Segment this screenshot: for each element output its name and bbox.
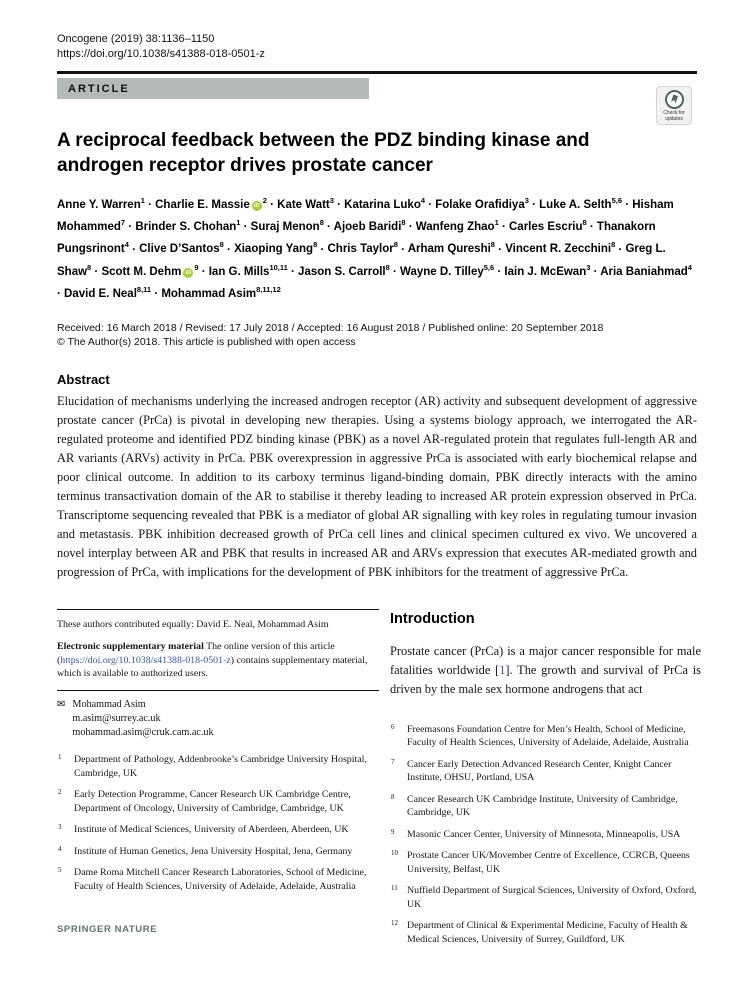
copyright-line: © The Author(s) 2018. This article is published with open access [57,335,356,348]
affiliations-left [57,753,379,893]
author: Ian G. Mills$^{10,11}$ [208,262,288,278]
doi-line[interactable]: https://doi.org/10.1038/s41388-018-0501-z [57,48,265,60]
author: Folake Orafidiya$^3$ [435,196,529,211]
abstract-heading: Abstract [57,371,110,387]
author-separator: · [198,265,209,278]
correspondence-email: mohammad.asim@cruk.cam.ac.uk [72,727,214,739]
affiliations-right [390,723,701,947]
correspondence-block [57,698,379,740]
author-separator: · [425,198,436,211]
affiliation-number: 12 [391,919,398,928]
corresponding-author-name: Mohammad Asim [72,699,146,711]
author-separator: · [323,221,334,234]
affiliation-text: Prostate Cancer UK/Movember Centre of Excellence, CCRCB, Queens University, Belfast, UK [407,850,690,875]
history-dates: Received: 16 March 2018 / Revised: 17 July 2018 / Accepted: 16 August 2018 / Published online: 20 September 2018 [57,321,604,334]
affiliation-text: Nuffield Department of Surgical Sciences, University of Oxford, Oxford, UK [407,885,697,910]
author: Carles Escriu$^8$ [509,218,587,234]
affiliation-number: 8 [391,792,395,801]
author: Hisham Mohammed$^7$ [57,198,674,234]
author: Luke A. Selth$^{5,6}$ [539,196,622,211]
introduction-heading: Introduction [390,610,475,627]
article-type-bar [57,78,369,99]
author-separator: · [622,198,633,211]
author: Arham Qureshi$^8$ [407,240,495,256]
publisher-logo: SPRINGER NATURE [57,924,158,935]
author: Ajoeb Baridi$^8$ [333,218,406,234]
author-separator: · [57,288,65,301]
affiliation-item [57,866,379,893]
abstract-text: Elucidation of mechanisms underlying the increased androgen receptor (AR) activity and subsequent development of aggressive prostate cancer (PrCa) is pivotal in developing new therapies. Using a systems biology approach, we interrogated the AR-regulated proteome and identified PDZ binding kinase (PBK) as a novel AR-regulated protein that regulates full-length AR and AR variants (ARVs) activity in PrCa. PBK overexpression in aggressive PrCa is associated with early biochemical relapse and poor clinical outcome. In addition to its carboxy terminus ligand-binding domain, PBK directly interacts with the amino terminus transactivation domain of the AR to stabilise it thereby leading to increased AR protein expression observed in PrCa. Transcriptome sequencing revealed that PBK is a mediator of global AR signalling with key roles in regulating tumour invasion and metastasis. PBK inhibition decreased growth of PrCa cell lines and clinical specimen cultured ex vivo. We uncovered a novel interplay between AR and PBK that results in increased AR and ARVs expression that executes AR-mediated growth and progression of PrCa, with implications for the development of PBK inhibitors for the treatment of aggressive PrCa. [57,393,697,579]
author: Anne Y. Warren$^1$ [57,196,145,211]
author-list [57,192,697,304]
introduction-paragraph [390,642,701,699]
affiliation-number: 2 [58,788,62,797]
equal-contribution-note: These authors contributed equally: David E. Neal, Mohammad Asim [57,619,329,631]
intro-text-pre: Prostate cancer (PrCa) is a major cancer responsible for male fatalities worldwide [ [390,643,701,677]
author-separator: · [266,198,278,211]
header-rule [57,71,697,74]
author: Wanfeng Zhao$^1$ [415,218,499,234]
esm-text-pre: The online version of this article ( [57,641,335,666]
author: Charlie E. Massie $iD^2$ [155,196,267,211]
author-separator: · [128,243,140,256]
crossmark-icon [665,90,684,109]
affiliation-text: Freemasons Foundation Centre for Men’s Health, School of Medicine, Faculty of Health Sciences, University of Adelaide, Adelaide, Australia [407,723,689,749]
affiliation-item [390,793,701,820]
author-separator: · [125,221,136,234]
author-separator: · [528,198,540,211]
author-separator: · [389,265,401,278]
author: Xiaoping Yang$^8$ [234,240,318,256]
orcid-icon[interactable]: iD [252,201,262,211]
affiliation-number: 7 [391,757,395,766]
affiliation-number: 5 [58,866,62,875]
esm-text-post: ) contains supplementary material, which is available to authorized users. [57,654,368,680]
affiliation-item [390,723,701,750]
check-for-updates-label: Check for updates [663,109,685,122]
author: Chris Taylor$^8$ [327,240,398,256]
affiliation-item [57,753,379,780]
author: Kate Watt$^3$ [277,196,334,211]
affiliation-item [57,823,379,837]
affiliation-item [390,849,701,876]
affiliation-text: Early Detection Programme, Cancer Research UK Cambridge Centre, Department of Oncology, University of Cambridge, Cambridge, UK [74,789,351,814]
author: Greg L. Shaw$^8$ [57,243,666,278]
affiliation-number: 3 [58,823,62,832]
author: Aria Baniahmad$^4$ [600,262,692,278]
author-separator: · [151,288,162,301]
footnote-columns [57,609,701,955]
author-separator: · [317,243,328,256]
author-separator: · [91,265,102,278]
author-separator: · [333,198,345,211]
correspondence-email: m.asim@surrey.ac.uk [72,713,161,725]
envelope-icon: ✉ [57,699,66,711]
footnote-rule-top [57,609,379,611]
supplementary-material-note [57,640,379,681]
affiliation-item [390,828,701,842]
affiliation-number: 4 [58,844,62,853]
author: Iain J. McEwan$^3$ [504,262,591,278]
affiliation-text: Cancer Early Detection Advanced Research Center, Knight Cancer Institute, OHSU, Portland, USA [407,758,672,784]
article-title: A reciprocal feedback between the PDZ binding kinase and androgen receptor drives prostate cancer [57,130,590,176]
author: David E. Neal$^{8,11}$ [64,285,152,301]
author: Vincent R. Zecchini$^8$ [505,240,616,256]
esm-doi-link[interactable]: https://doi.org/10.1038/s41388-018-0501-z [60,654,231,666]
author: Brinder S. Chohan$^1$ [135,218,241,234]
author-separator: · [498,221,509,234]
author-separator: · [144,198,156,211]
article-type-label: ARTICLE [68,82,130,95]
author: Mohammad Asim$^{8,11,12}$ [161,285,281,301]
check-for-updates-badge[interactable] [656,86,692,125]
author-separator: · [240,221,251,234]
affiliation-item [57,788,379,815]
footnote-rule-bottom [57,690,379,692]
affiliation-text: Institute of Medical Sciences, University of Aberdeen, Aberdeen, UK [74,824,349,836]
left-column [57,609,379,955]
author: Suraj Menon$^8$ [250,218,324,234]
affiliation-number: 9 [391,827,395,836]
affiliation-item [57,845,379,859]
affiliation-text: Cancer Research UK Cambridge Institute, University of Cambridge, Cambridge, UK [407,793,678,819]
orcid-icon[interactable]: iD [183,268,193,278]
affiliation-text: Department of Pathology, Addenbrooke’s Cambridge University Hospital, Cambridge, UK [74,754,367,779]
right-column [390,609,701,955]
intro-text-post: ]. The growth and survival of PrCa is driven by the male sex hormone androgens that act [390,662,701,696]
reference-1-link[interactable]: 1 [499,662,506,677]
author: Thanakorn Pungsrinont$^4$ [57,221,656,256]
author-separator: · [615,243,626,256]
author-separator: · [287,265,299,278]
affiliation-item [390,884,701,911]
affiliation-text: Institute of Human Genetics, Jena University Hospital, Jena, Germany [74,845,353,857]
author-separator: · [397,243,408,256]
author-separator: · [223,243,235,256]
author: Clive D’Santos$^8$ [139,240,224,256]
author: Katarina Luko$^4$ [344,196,426,211]
affiliation-text: Dame Roma Mitchell Cancer Research Laboratories, School of Medicine, Faculty of Health Sciences, University of Adelaide, Adelaide, Australia [74,867,367,892]
author-separator: · [494,243,506,256]
affiliation-item [390,919,701,946]
author-separator: · [590,265,601,278]
author: Scott M. Dehm $iD^9$ [101,262,199,278]
correspondence-emails [72,712,213,740]
affiliation-number: 10 [391,849,398,858]
affiliation-text: Masonic Cancer Center, University of Minnesota, Minneapolis, USA [407,828,681,840]
affiliation-number: 1 [58,753,62,762]
author-separator: · [405,221,416,234]
author-separator: · [494,265,505,278]
author: Jason S. Carroll$^8$ [298,262,390,278]
affiliation-number: 6 [391,722,395,731]
affiliation-item [390,758,701,785]
journal-citation: Oncogene (2019) 38:1136–1150 [57,33,215,45]
esm-lead: Electronic supplementary material [57,641,204,653]
affiliation-number: 11 [391,884,398,893]
affiliation-text: Department of Clinical & Experimental Medicine, Faculty of Health & Medical Sciences, University of Surrey, Guildford, UK [407,920,688,945]
author-separator: · [586,221,597,234]
author: Wayne D. Tilley$^{5,6}$ [400,262,495,278]
